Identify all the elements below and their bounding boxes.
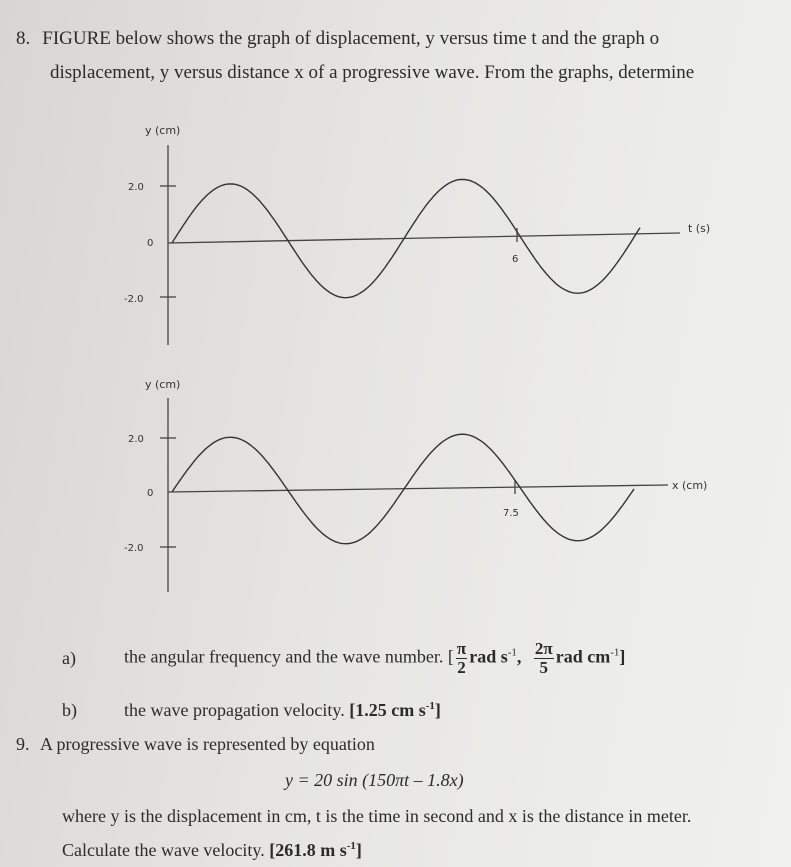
graph2-x-axis bbox=[168, 485, 668, 492]
part-b bbox=[62, 700, 762, 726]
question-8-number: 8. bbox=[16, 28, 31, 49]
part-b-answer-close: ] bbox=[434, 700, 441, 720]
part-a-answer2-exponent: -1 bbox=[610, 646, 620, 659]
question-8-line-1 bbox=[16, 28, 659, 50]
graph2-tick-label-zero: 0 bbox=[147, 488, 154, 499]
graph2-y-axis-label: y (cm) bbox=[145, 378, 181, 391]
graph1-tick-label-bottom: -2.0 bbox=[124, 294, 144, 305]
graph1-y-axis-label: y (cm) bbox=[145, 124, 181, 137]
question-9-task: Calculate the wave velocity. bbox=[62, 840, 265, 860]
part-a-answer1-unit: rad s bbox=[469, 646, 508, 667]
graph1-x-mark-label: 6 bbox=[512, 254, 519, 265]
graph1-x-axis bbox=[168, 233, 680, 243]
graph1-tick-label-top: 2.0 bbox=[128, 182, 144, 193]
part-a-label: a) bbox=[62, 648, 76, 668]
part-b-text: the wave propagation velocity. bbox=[124, 700, 345, 720]
part-b-body bbox=[124, 700, 441, 721]
question-8-line-2: displacement, y versus distance x of a progressive wave. From the graphs, determine bbox=[50, 62, 695, 83]
question-9-answer-close: ] bbox=[355, 840, 362, 860]
part-a bbox=[62, 640, 762, 690]
question-9-answer: [261.8 m s bbox=[269, 840, 347, 860]
question-9-equation: y = 20 sin (150πt – 1.8x) bbox=[285, 770, 464, 790]
part-b-answer: [1.25 cm s bbox=[349, 700, 426, 720]
part-a-answer1-numerator: π bbox=[456, 639, 467, 658]
question-8-text-1: FIGURE below shows the graph of displacement, y versus time t and the graph o bbox=[42, 28, 660, 49]
graph1-tick-label-zero: 0 bbox=[147, 238, 154, 249]
question-9-answer-exponent: -1 bbox=[346, 840, 356, 852]
graph2-tick-label-top: 2.0 bbox=[128, 434, 144, 445]
graph-displacement-vs-distance bbox=[0, 370, 791, 600]
question-9-intro: A progressive wave is represented by equation bbox=[40, 734, 375, 754]
graph1-x-axis-label: t (s) bbox=[688, 222, 711, 235]
part-a-close: ] bbox=[619, 646, 626, 667]
part-a-text: the angular frequency and the wave number. [ bbox=[124, 646, 454, 667]
graph2-tick-label-bottom: -2.0 bbox=[124, 543, 144, 554]
part-a-answer1-denominator: 2 bbox=[457, 658, 466, 677]
part-a-body bbox=[124, 640, 625, 677]
part-b-label: b) bbox=[62, 700, 77, 720]
part-b-answer-exponent: -1 bbox=[425, 700, 435, 712]
part-a-answer2-unit: rad cm bbox=[555, 646, 611, 667]
graph2-x-mark-label: 7.5 bbox=[503, 508, 519, 519]
part-a-answer1-fraction bbox=[456, 640, 467, 677]
part-a-answer2-fraction bbox=[534, 640, 554, 677]
part-a-separator: , bbox=[516, 646, 522, 667]
question-9-number: 9. bbox=[16, 734, 30, 754]
question-9-intro-line bbox=[16, 734, 375, 755]
part-a-answer2-denominator: 5 bbox=[539, 658, 549, 677]
part-a-answer2-numerator: 2π bbox=[534, 639, 553, 658]
part-a-answer1-exponent: -1 bbox=[507, 646, 517, 659]
question-9-task-line bbox=[62, 840, 362, 861]
graph2-x-axis-label: x (cm) bbox=[672, 479, 708, 492]
graph-displacement-vs-time bbox=[0, 110, 791, 370]
question-9-where: where y is the displacement in cm, t is the time in second and x is the distance in meter. bbox=[62, 806, 692, 826]
